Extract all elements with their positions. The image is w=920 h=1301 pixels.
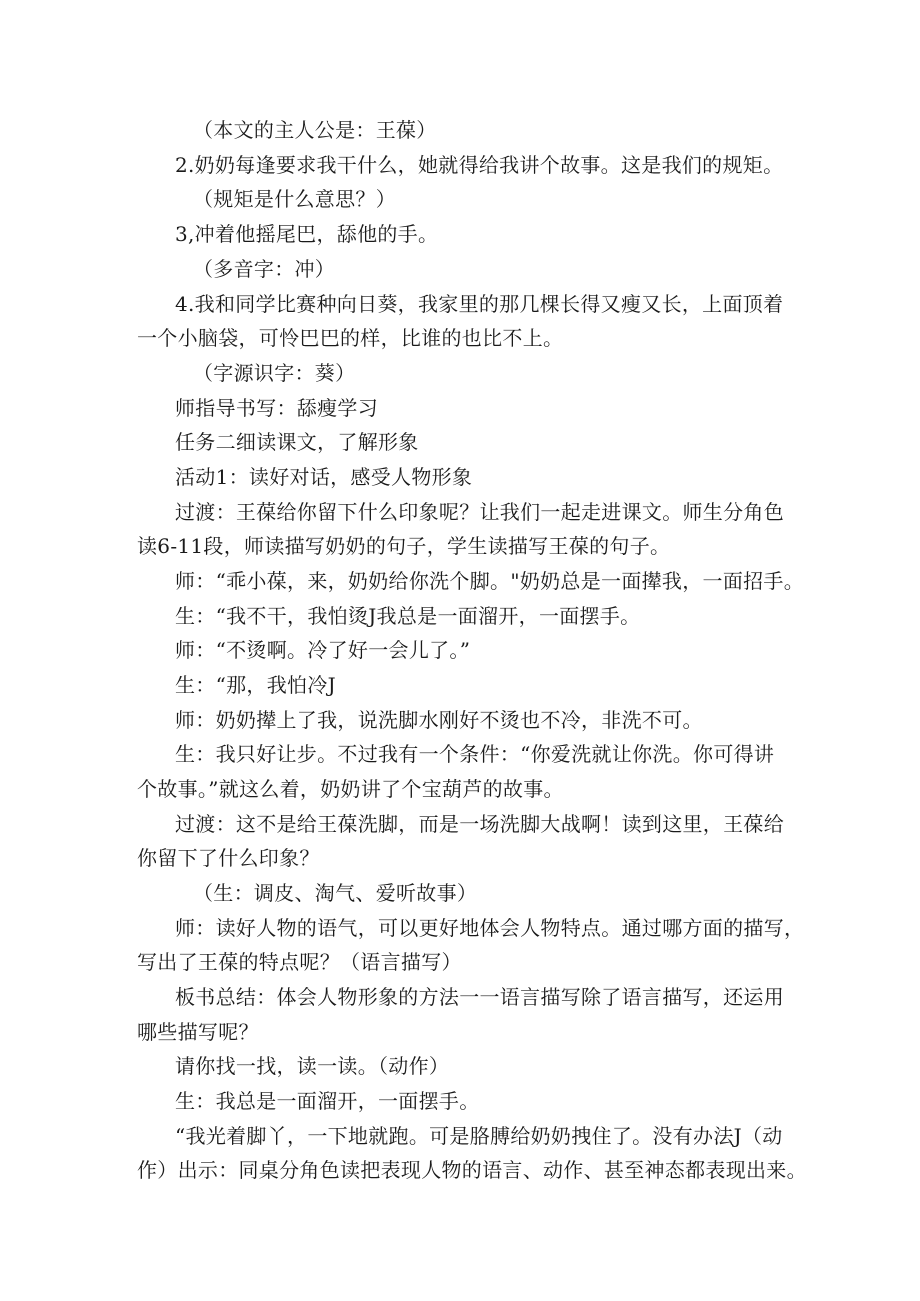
text-line: （本文的主人公是：王葆）: [193, 118, 437, 142]
text-line: 读6-11段，师读描写奶奶的句子，学生读描写王葆的句子。: [137, 534, 671, 558]
text-line: 一个小脑袋，可怜巴巴的样，比谁的也比不上。: [137, 326, 564, 350]
text-line: 3,冲着他摇尾巴，舔他的手。: [175, 222, 439, 246]
text-line: 师：读好人物的语气，可以更好地体会人物特点。通过哪方面的描写，: [175, 916, 805, 940]
text-line: （生：调皮、淘气、爱听故事）: [193, 881, 478, 905]
text-line: 哪些描写呢？: [137, 1020, 259, 1044]
text-line: 作）出示：同桌分角色读把表现人物的语言、动作、甚至神态都表现出来。: [137, 1158, 807, 1182]
text-line: 师：“乖小葆，来，奶奶给你洗个脚。"奶奶总是一面撵我，一面招手。: [175, 569, 805, 593]
text-line: 生：“我不干，我怕烫J我总是一面溜开，一面摆手。: [175, 604, 641, 628]
text-line: （字源识字：葵）: [193, 361, 356, 385]
text-line: 请你找一找，读一读。（动作）: [175, 1054, 450, 1078]
text-line: 4.我和同学比赛种向日葵，我家里的那几棵长得又瘦又长，上面顶着: [175, 292, 784, 316]
text-line: 板书总结：体会人物形象的方法一一语言描写除了语言描写，还运用: [175, 985, 784, 1009]
text-line: 师：“不烫啊。冷了好一会儿了。”: [175, 638, 471, 662]
text-line: 过渡：王葆给你留下什么印象呢？让我们一起走进课文。师生分角色: [175, 500, 784, 524]
text-line: 生：我总是一面溜开，一面摆手。: [175, 1089, 480, 1113]
text-line: 师：奶奶撵上了我，说洗脚水刚好不烫也不冷，非洗不可。: [175, 708, 703, 732]
text-line: 任务二细读课文，了解形象: [175, 430, 419, 454]
text-line: （规矩是什么意思？）: [193, 187, 396, 211]
text-line: 个故事。”就这么着，奶奶讲了个宝葫芦的故事。: [137, 777, 564, 801]
text-line: “我光着脚丫，一下地就跑。可是胳膊给奶奶拽住了。没有办法J（动: [175, 1124, 783, 1148]
text-line: 过渡：这不是给王葆洗脚，而是一场洗脚大战啊！读到这里，王葆给: [175, 812, 784, 836]
text-line: 师指导书写：舔瘦学习: [175, 396, 378, 420]
text-line: 活动1：读好对话，感受人物形象: [175, 465, 473, 489]
text-line: 生：“那，我怕冷J: [175, 673, 336, 697]
text-line: 你留下了什么印象？: [137, 846, 320, 870]
text-line: 写出了王葆的特点呢？（语言描写）: [137, 950, 462, 974]
text-line: 2.奶奶每逢要求我干什么，她就得给我讲个故事。这是我们的规矩。: [175, 153, 784, 177]
text-line: （多音字：冲）: [193, 257, 336, 281]
text-line: 生：我只好让步。不过我有一个条件：“你爱洗就让你洗。你可得讲: [175, 742, 775, 766]
